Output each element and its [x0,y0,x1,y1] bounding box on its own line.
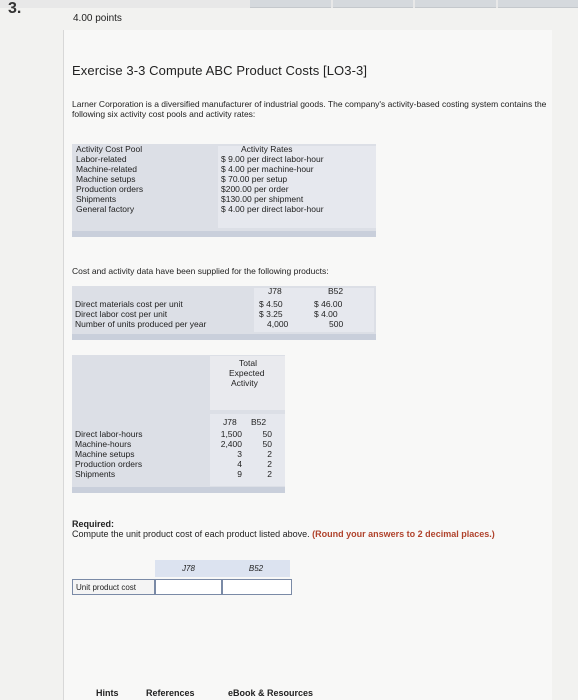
activity-header-line: Total [239,358,257,368]
answer-col-j78 [155,560,222,577]
cost-b52-value: $ 46.00 [314,299,343,309]
activity-row-label: Direct labor-hours [75,429,143,439]
header-tab[interactable] [333,0,414,8]
exercise-title: Exercise 3-3 Compute ABC Product Costs [LO3-3] [72,63,368,78]
activity-b52-value: 2 [267,449,272,459]
answer-col-b52-label: B52 [248,564,264,573]
rate-value: $200.00 per order [221,184,289,194]
rate-value: $ 9.00 per direct labor-hour [221,154,324,164]
cost-col-j78: J78 [268,286,282,296]
cost-data-intro: Cost and activity data have been supplied for the following products: [72,266,329,276]
header-tab[interactable] [498,0,578,8]
ebook-link[interactable]: eBook & Resources [228,688,314,698]
exercise-intro: Larner Corporation is a diversified manufacturer of industrial goods. The company's activity-based costing system contains the following six activity cost pools and activity rates: [72,99,547,119]
activity-header-line: Activity [231,378,258,388]
cost-j78-value: $ 4.50 [259,299,283,309]
activity-b52-value: 2 [267,459,272,469]
answer-row-label: Unit product cost [72,579,155,595]
references-link[interactable]: References [146,688,195,698]
cost-col-b52: B52 [328,286,344,296]
header-tab[interactable] [250,0,331,8]
cost-b52-value: $ 4.00 [314,309,338,319]
cost-row-label: Direct materials cost per unit [75,299,183,309]
points-label: 4.00 points [73,13,122,24]
required-section [72,519,495,539]
activity-j78-value: 2,400 [220,439,242,449]
rates-table-bottom-bar [72,231,376,237]
question-number: 3. [8,0,22,17]
hints-link[interactable]: Hints [96,688,119,698]
rates-pool-label: Labor-related [76,154,127,164]
activity-b52-value: 50 [262,429,272,439]
activity-row-label: Machine setups [75,449,135,459]
cost-j78-value: 4,000 [267,319,289,329]
rate-value: $ 4.00 per direct labor-hour [221,204,324,214]
activity-j78-value: 4 [237,459,242,469]
rates-pool-label: Shipments [76,194,117,204]
cost-b52-value: 500 [329,319,344,329]
answer-input-j78[interactable] [155,579,222,595]
browser-top-strip [0,0,578,8]
header-tabs [250,0,578,8]
activity-b52-value: 2 [267,469,272,479]
activity-cell-bg [210,414,285,486]
activity-b52-value: 50 [262,439,272,449]
activity-row-label: Production orders [75,459,143,469]
activity-row-label: Machine-hours [75,439,132,449]
required-text: Compute the unit product cost of each product listed above. [72,529,310,539]
rates-pool-label: Machine setups [76,174,136,184]
activity-j78-value: 3 [237,449,242,459]
activity-header-line: Expected [229,368,265,378]
required-note: (Round your answers to 2 decimal places.) [312,529,495,539]
answer-col-j78-label: J78 [182,564,195,573]
rates-header-rate: Activity Rates [241,144,293,154]
activity-table-bottom-bar [72,487,285,493]
required-label: Required: [72,519,115,529]
answer-input-b52[interactable] [222,579,292,595]
cost-row-label: Direct labor cost per unit [75,309,168,319]
rates-pool-label: Machine-related [76,164,137,174]
rates-pool-label: Production orders [76,184,144,194]
cost-row-label: Number of units produced per year [75,319,207,329]
rates-header-pool: Activity Cost Pool [76,144,143,154]
activity-j78-value: 9 [237,469,242,479]
answer-col-b52 [222,560,290,577]
cost-j78-value: $ 3.25 [259,309,283,319]
rates-pool-label: General factory [76,204,135,214]
activity-j78-value: 1,500 [220,429,242,439]
cost-table-bottom-bar [72,334,376,340]
activity-row-label: Shipments [75,469,116,479]
rate-value: $130.00 per shipment [221,194,304,204]
activity-col-j78: J78 [223,417,237,427]
header-tab[interactable] [415,0,496,8]
rate-value: $ 70.00 per setup [221,174,288,184]
activity-col-b52: B52 [251,417,267,427]
rate-value: $ 4.00 per machine-hour [221,164,314,174]
